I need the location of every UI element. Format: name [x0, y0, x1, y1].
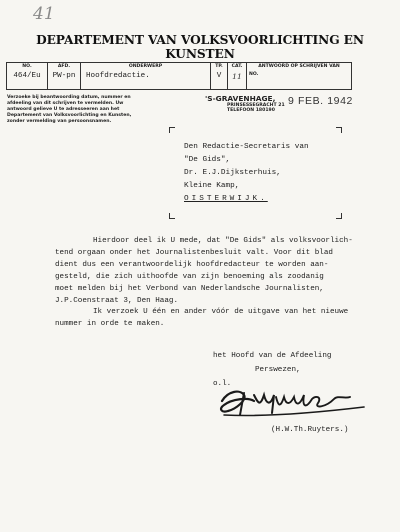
- window-corner-mark: [169, 213, 175, 219]
- reply-instructions: Verzoeke bij beantwoording datum, nummer en afdeeling van dit schrijven te vermelden. Uw antwoord gelieve U te adresseeren aan het Departement van Volksvoorlichting en Kunsten, zonder vermelding van persoonsnamen.: [7, 95, 132, 124]
- reference-table: [6, 62, 352, 90]
- body-line: Ik verzoek U één en ander vóór de uitgave van het nieuwe: [93, 308, 349, 317]
- address-city: OISTERWIJK.: [184, 195, 268, 203]
- cell-tp: [211, 63, 228, 90]
- closing-line: het Hoofd van de Afdeeling: [213, 352, 332, 360]
- body-line: J.P.Coenstraat 3, Den Haag.: [55, 296, 179, 305]
- cat-label: CAT.: [231, 64, 243, 69]
- body-line: tend orgaan onder het Journalistenbesluit valt. Voor dit blad: [55, 248, 333, 257]
- body-line: Hierdoor deel ik U mede, dat "De Gids" als volksvoorlich-: [93, 237, 353, 245]
- afd-label: AFD.: [57, 64, 71, 69]
- signed-name: (H.W.Th.Ruyters.): [271, 426, 349, 434]
- onderwerp-value: Hoofdredactie.: [86, 72, 150, 80]
- tp-label: TP.: [215, 64, 223, 69]
- window-corner-mark: [336, 213, 342, 219]
- body-line: nummer in orde te maken.: [55, 320, 165, 329]
- date-stamp: 9 FEB. 1942: [288, 95, 353, 107]
- cat-value: 11: [232, 72, 242, 81]
- no-value: 464/Eu: [13, 72, 41, 80]
- cell-onderwerp: [81, 63, 211, 90]
- address-line: Den Redactie-Secretaris van: [184, 143, 309, 151]
- recipient-address: [184, 141, 309, 206]
- window-corner-mark: [336, 127, 342, 133]
- body-line: gesteld, die zich uithoofde van zijn benoeming als zoodanig: [55, 272, 324, 281]
- cell-cat: [228, 63, 247, 90]
- sender-city: 'S-GRAVENHAGE,: [205, 94, 276, 103]
- sender-phone: TELEFOON 180190: [227, 108, 275, 113]
- no-label: NO.: [22, 64, 32, 69]
- closing-line: Perswezen,: [255, 366, 301, 374]
- afd-value: PW-pn: [52, 72, 76, 80]
- sender-street: PRINSESSEGRACHT 21: [227, 103, 285, 108]
- cell-no: [7, 63, 48, 90]
- tp-value: V: [216, 72, 222, 80]
- body-line: dient dus een verantwoordelijk hoofdredacteur te worden aan-: [55, 260, 329, 269]
- cell-antwoord: [247, 63, 352, 90]
- sender-address: [205, 95, 285, 113]
- pencil-annotation: 41: [33, 4, 55, 24]
- address-line: Kleine Kamp,: [184, 182, 240, 190]
- letterhead-title: DEPARTEMENT VAN VOLKSVOORLICHTING EN KUNSTEN: [36, 33, 364, 61]
- window-corner-mark: [169, 127, 175, 133]
- onderwerp-label: ONDERWERP: [128, 64, 163, 69]
- cell-afd: [48, 63, 81, 90]
- antwoord-label: ANTWOORD OP SCHRIJVEN VAN: [258, 64, 340, 69]
- antwoord-no-label: NO.: [249, 72, 259, 77]
- address-line: Dr. E.J.Dijksterhuis,: [184, 169, 281, 177]
- address-line: "De Gids",: [184, 156, 231, 164]
- body-line: moet melden bij het Verbond van Nederlandsche Journalisten,: [55, 284, 324, 293]
- letter-body: [55, 236, 395, 331]
- handwritten-signature: [214, 383, 374, 423]
- closing-line: o.l.: [213, 380, 232, 388]
